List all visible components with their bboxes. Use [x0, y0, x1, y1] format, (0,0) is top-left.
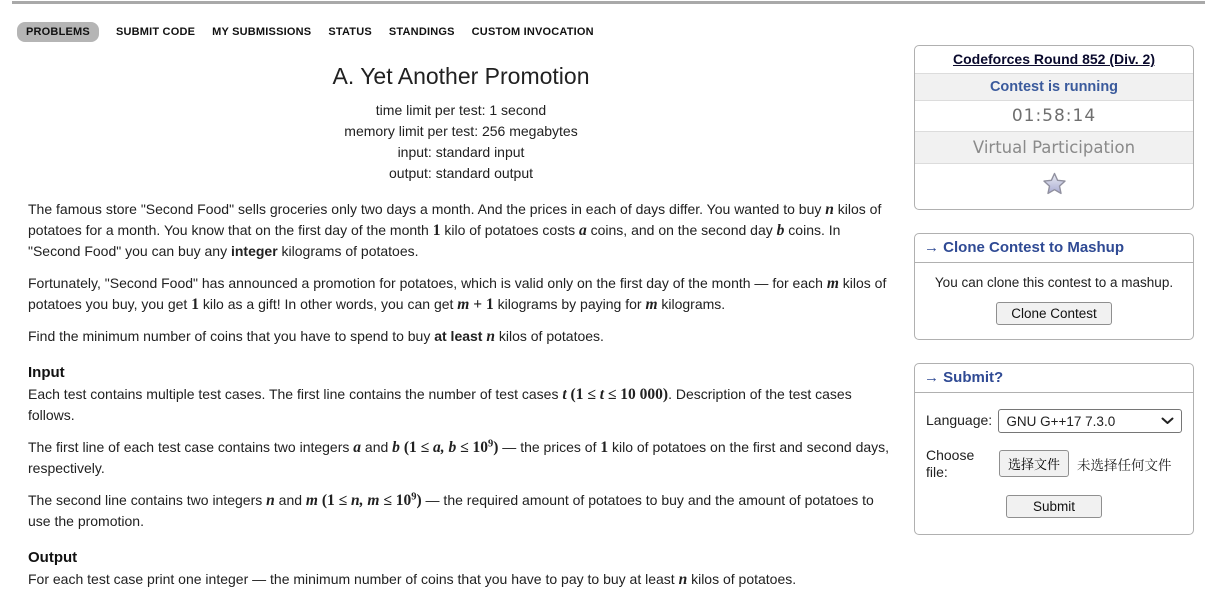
choose-file-row — [926, 444, 1182, 481]
output-paragraph: For each test case print one integer — the minimum number of coins that you have to pay to buy at least n kilos of potatoes. — [28, 571, 797, 588]
tab-custom-invocation[interactable]: CUSTOM INVOCATION — [471, 26, 594, 38]
tab-my-submissions[interactable]: MY SUBMISSIONS — [212, 26, 312, 38]
clone-pane-header[interactable]: → Clone Contest to Mashup — [915, 234, 1193, 263]
clone-contest-button[interactable]: Clone Contest — [996, 302, 1112, 325]
tab-status[interactable]: STATUS — [328, 26, 372, 38]
contest-title-row — [915, 46, 1193, 74]
file-input — [999, 444, 1172, 481]
statement-paragraph: Find the minimum number of coins that you have to spend to buy at least n kilos of potatoes. — [28, 328, 604, 345]
output-section-header: Output — [28, 549, 78, 566]
tab-submit-code[interactable]: SUBMIT CODE — [115, 26, 196, 38]
star-icon[interactable] — [1042, 172, 1067, 195]
submit-pane — [914, 363, 1194, 535]
tab-standings[interactable]: STANDINGS — [388, 26, 455, 38]
statement-paragraph: The famous store "Second Food" sells groceries only two days a month. And the prices in each of days differ. You wanted to buy n kilos of potatoes for a month. You know that on the first day of the month 1 kilo of potatoes costs a coins, and on the second day b coins. In "Second Food" you can buy any integer kilograms of potatoes. — [28, 201, 882, 259]
clone-contest-pane — [914, 233, 1194, 340]
input-spec: input: standard input — [397, 144, 525, 160]
time-limit: time limit per test: 1 second — [375, 102, 547, 118]
choose-file-label: Choose file: — [926, 447, 975, 480]
output-spec: output: standard output — [389, 165, 533, 181]
problem-statement — [28, 62, 894, 601]
language-selected-value: GNU G++17 7.3.0 — [1006, 413, 1116, 429]
memory-limit: memory limit per test: 256 megabytes — [344, 123, 578, 139]
input-paragraph: The first line of each test case contains two integers a and b (1 ≤ a, $b \le 10^9$) — the prices of 1 kilo of potatoes on the first and second days, respectively. — [28, 438, 890, 476]
input-paragraph: Each test contains multiple test cases. The first line contains the number of test cases t (1 ≤ t ≤ 10 000). Description of the test cases follows. — [28, 386, 852, 423]
language-label: Language: — [926, 412, 993, 428]
submit-form — [915, 393, 1193, 534]
clone-pane-body — [915, 263, 1193, 339]
problem-title: A. Yet Another Promotion — [332, 63, 590, 89]
input-section-header: Input — [28, 364, 65, 381]
contest-countdown-timer: 01:58:14 — [915, 101, 1193, 132]
submit-button-row — [926, 495, 1182, 518]
statement-body — [28, 199, 894, 590]
top-divider — [12, 1, 1205, 4]
virtual-participation-label: Virtual Participation — [915, 132, 1193, 164]
contest-pane — [914, 45, 1194, 210]
tab-problems[interactable]: PROBLEMS — [17, 22, 99, 42]
language-select[interactable] — [998, 409, 1182, 433]
problem-header — [28, 62, 894, 184]
choose-file-button[interactable]: 选择文件 — [999, 450, 1069, 477]
contest-status: Contest is running — [915, 74, 1193, 101]
favorite-star-row — [915, 164, 1193, 209]
chevron-down-icon — [1161, 417, 1174, 425]
clone-help-text: You can clone this contest to a mashup. — [934, 275, 1174, 290]
submit-button[interactable]: Submit — [1006, 495, 1102, 518]
contest-title-link[interactable]: Codeforces Round 852 (Div. 2) — [952, 51, 1155, 67]
language-row — [926, 409, 1182, 433]
sidebar — [914, 45, 1194, 535]
contest-nav — [17, 22, 594, 42]
input-paragraph: The second line contains two integers n and m (1 ≤ n, $m \le 10^9$) — the required amount of potatoes to buy and the amount of potatoes to use the promotion. — [28, 491, 874, 529]
submit-pane-header[interactable]: → Submit? — [915, 364, 1193, 393]
statement-paragraph: Fortunately, "Second Food" has announced a promotion for potatoes, which is valid only on the first day of the month — for each m kilos of potatoes you buy, you get 1 kilo as a gift! In other words, you can get m + 1 kilograms by paying for m kilograms. — [28, 275, 887, 313]
file-status-text: 未选择任何文件 — [1077, 457, 1172, 473]
